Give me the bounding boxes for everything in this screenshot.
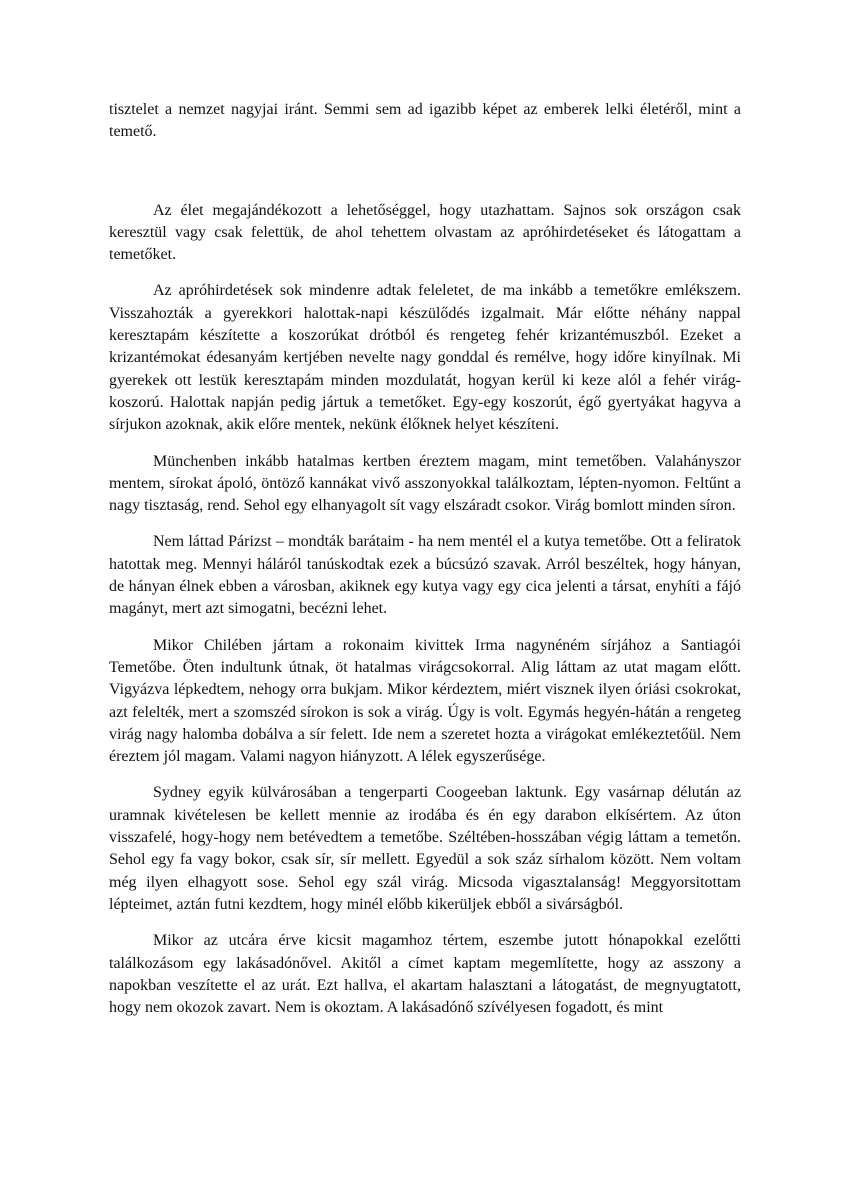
paragraph-munich: Münchenben inkább hatalmas kertben éreztem magam, mint temetőben. Valahányszor mentem, sírokat ápoló, öntöző kannákat vivő asszonyokkal találkoztam, lépten-nyomon. Feltűnt a nagy tisztaság, rend. Sehol egy elhanyagolt sít vagy elszáradt csokor. Virág bomlott minden síron.	[109, 452, 741, 515]
paragraph-childhood: Az apróhirdetések sok mindenre adtak feleletet, de ma inkább a temetőkre emlékszem. Visszahozták a gyerekkori halottak-napi készülődés izgalmait. Már előtte néhány nappal keresztapám készítette a koszorúkat drótból és rengeteg fehér krizantémuszból. Ezeket a krizantémokat édesanyám kertjében nevelte nagy gonddal és remélve, hogy időre kinyílnak. Mi gyerekek ott lestük keresztapám minden mozdulatát, hogyan kerül ki keze alól a fehér virág-koszorú. Halottak napján pedig jártuk a temetőket. Egy-egy koszorút, égő gyertyákat hagyva a sírjukon azoknak, akik előre mentek, nekünk élőknek helyet készíteni.	[109, 282, 741, 434]
paragraph-chile: Mikor Chilében jártam a rokonaim kivittek Irma nagynéném sírjához a Santiagói Temetőbe. Öten indultunk útnak, öt hatalmas virágcsokorral. Alig láttam az utat magam előtt. Vigyázva lépkedtem, nehogy orra bukjam. Mikor kérdeztem, miért visznek ilyen óriási csokrokat, azt felelték, mert a szomszéd sírokon is sok a virág. Úgy is volt. Egymás hegyén-hátán a rengeteg virág nagy halomba dobálva a sír felett. Ide nem a szeretet hozta a virágokat emlékeztetőül. Nem éreztem jól magam. Valami nagyon hiányzott. A lélek egyszerűsége.	[109, 636, 741, 766]
paragraph-sydney: Sydney egyik külvárosában a tengerparti Coogeeban laktunk. Egy vasárnap délután az uramnak kivételesen be kellett mennie az irodába és én egy darabon elkísértem. Az úton visszafelé, hogy-hogy nem betévedtem a temetőbe. Széltében-hosszában végig láttam a temetőn. Sehol egy fa vagy bokor, csak sír, sír mellett. Egyedül a sok száz sírhalom között. Nem voltam még ilyen elhagyott sose. Sehol egy szál virág. Micsoda vigasztalanság! Meggyorsitottam lépteimet, aztán futni kezdtem, hogy minél előbb kikerüljek ebből a sivárságból.	[109, 784, 741, 913]
document-page	[109, 99, 741, 1019]
paragraph-landlady: Mikor az utcára érve kicsit magamhoz tértem, eszembe jutott hónapokkal ezelőtti találkozásom egy lakásadónővel. Akitől a címet kaptam megemlítette, hogy az asszony a napokban veszítette el az urát. Ezt hallva, el akartam halasztani a látogatást, de megnyugtatott, hogy nem okozok zavart. Nem is okoztam. A lakásadónő szívélyesen fogadott, és mint	[109, 932, 741, 1017]
paragraph-travel: Az élet megajándékozott a lehetőséggel, hogy utazhattam. Sajnos sok országon csak keresztül vagy csak felettük, de ahol tehettem olvastam az apróhirdetéseket és látogattam a temetőket.	[109, 201, 741, 264]
paragraph-continuation: tisztelet a nemzet nagyjai iránt. Semmi sem ad igazibb képet az emberek lelki életéről, mint a temető.	[109, 101, 741, 141]
paragraph-paris: Nem láttad Párizst – mondták barátaim - ha nem mentél el a kutya temetőbe. Ott a feliratok hatottak meg. Mennyi háláról tanúskodtak ezek a búcsúzó szavak. Arról beszéltek, hogy hányan, de hányan élnek ebben a városban, akiknek egy kutya vagy egy cica jelenti a társat, enyhíti a fájó magányt, mert azt simogatni, becézni lehet.	[109, 533, 741, 618]
